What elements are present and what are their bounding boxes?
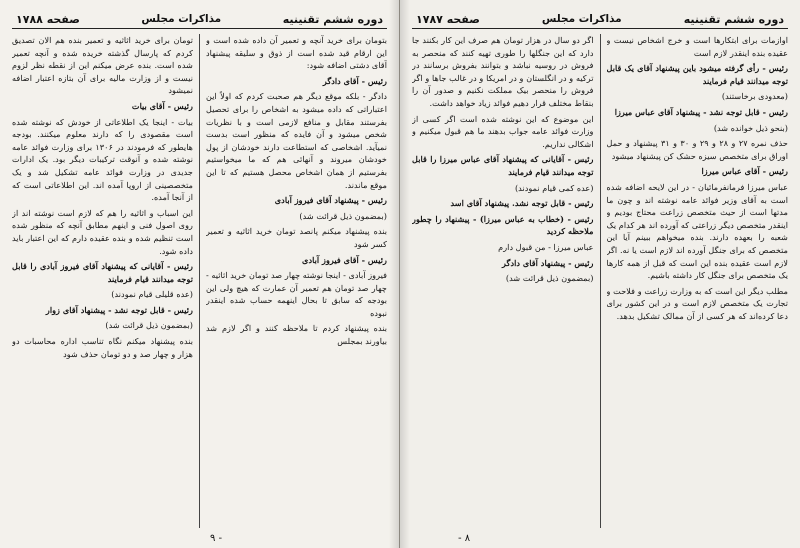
speaker-line: رئیس - آقای فیروز آبادی [302,254,387,265]
right-columns [412,34,788,528]
speaker-line: رئیس - آقایانی که پیشنهاد آقای فیروز آبادی را قابل توجه میدانند قیام فرمایند [12,261,193,284]
right-page-label: صفحه ۱۷۸۷ [416,12,480,26]
speaker-line: رئیس - قابل توجه نشد - پیشنهاد آقای زوار [45,304,193,315]
gutter-shadow [400,0,410,548]
right-center-title: مذاکرات مجلس [541,13,622,25]
column-rule [600,34,601,528]
paragraph: فیروز آبادی - اینجا نوشته چهار صد تومان خرید اثاثیه - چهار صد تومان هم تعمیر آن عمارت که هیچ ولی این بودجه که سابق تا بحال اینهمه حساب شده اینقدر نبوده [206,270,387,318]
left-folio: ۹ - [210,533,223,544]
paragraph: بنده پیشنهاد میکنم پانصد تومان خرید اثاثیه و تعمیر کسر شود [206,226,387,249]
speaker-line: رئیس - (خطاب به عباس میرزا) - پیشنهاد را چطور ملاحظه کردید [412,213,594,237]
paragraph: این موضوع که این نوشته شده است اگر کسی از وزارت فوائد عامه جواب بدهند ما هم قبول میکنیم و اشکالی نداریم. [412,113,594,149]
paragraph: عباس میرزا فرمانفرمائیان - در این لایحه اضافه شده است به آقای وزیر فوائد عامه نوشته اند و چون ما مدتها است از حیث متخصص زراعت محتاج بودیم و اینقدر متخصص دیگر زراعتی که آورده اند هر کدام یک شعبه را بعهده دارند. بنده میخواهم ببینم آیا این متخصص که برای جنگل آورده اند لازم است یا نه. اگر لازم است عقیده بنده این است که قبل از همه کارها یک متخصص برای جنگل کار داشته باشیم. [606,181,788,281]
paragraph: (عده قلیلی قیام نمودند) [111,289,193,300]
right-page-col-left [412,34,594,528]
column-rule [199,34,200,528]
paragraph: این اسباب و اثاثیه را هم که لازم است نوشته اند از روی اصول فنی و اینهم مطابق آنچه که منظور شده است تنظیم شده و بنده عقیده دارم که این اعتبار باید داده شود. [12,207,193,256]
paragraph: (بنحو ذیل خوانده شد) [713,122,788,133]
speaker-line: رئیس - آقایانی که پیشنهاد آقای عباس میرزا را قابل توجه میدانند قیام فرمایند [412,154,594,177]
speaker-line: رئیس - آقای عباس میرزا [701,166,788,177]
paragraph: (معدودی برخاستند) [721,91,788,102]
paragraph: دادگر - بلکه موقع دیگر هم صحبت کردم که اولاً این اعتباراتی که داده میشود به اشخاص را برای تحصیل بفرستند مقابل و منافع لازمی است و با نظریات شخص میشود و آن فایده که منظور است بدست نمیآید. اشخاصی که استطاعت دارند خودشان از پول خودشان میروند و آنهائی هم که ما میخواستیم بفرستیم از همان اشخاص محصل هستیم که تا این موقع ماندند. [206,91,387,190]
paragraph: (بمضمون ذیل قرائت شد) [299,210,387,221]
gutter-shadow [389,0,399,548]
left-center-title: مذاکرات مجلس [141,13,222,25]
paragraph: حذف نمره ۲۷ و ۲۸ و ۲۹ و ۳۰ و ۳۱ پیشنهاد و حمل اوراق برای متخصص سیزه حشک کن پیشنهاد میشود [606,138,788,161]
speaker-line: رئیس - پیشنهاد آقای دادگر [502,257,594,268]
paragraph: بنده پیشنهاد کردم تا ملاحظه کنند و اگر لازم شد بیاورند بمجلس [206,323,387,347]
speaker-line: رئیس - قابل توجه نشد - پیشنهاد آقای عباس میرزا [614,106,788,117]
left-page-col-left [12,34,193,528]
paragraph: عباس میرزا - من قبول دارم [498,241,594,252]
paragraph: تومان برای خرید اثاثیه و تعمیر بنده هم الان تصدیق کردم که پارسال گذشته خریده شده و آنچه تعمیر شده است. بنده عرض میکنم این از نقطه نظر لزوم نیست و از وزارت مالیه برای آن بتازه اعتبار اضافه نمیشود [12,35,193,96]
right-running-head [412,10,788,29]
paragraph: اوازمات برای ابتکارها است و خرج اشخاص نیست و عقیده بنده اینقدر لازم است [606,35,788,58]
paragraph: مطلب دیگر این است که به وزارت زراعت و فلاحت و تجارت یک متخصص لازم است و در این کشور برای دعا کرده‌اند که هر کسی از آن ممالک تشکیل بدهد. [606,285,788,321]
left-page-col-right [206,34,387,528]
left-session-label: دوره ششم تقنینیه [282,12,383,26]
right-folio: - ۸ [458,533,471,544]
speaker-line: رئیس - قابل توجه نشد. پیشنهاد آقای اسد [450,198,594,209]
right-session-label: دوره ششم تقنینیه [683,12,784,26]
paragraph: (بمضمون ذیل قرائت شد) [505,273,594,284]
speaker-line: رئیس - رأی گرفته میشود باین پیشنهاد آقای یک قابل توجه میدانند قیام فرمایند [606,63,788,86]
speaker-line: رئیس - پیشنهاد آقای فیروز آبادی [274,195,387,206]
paragraph: اگر دو سال در هزار تومان هم صرف این کار بکنند جا دارد که این جنگلها را طوری تهیه کنند که منحصر به فروش در روسیه نباشد و بتوانند بفروش برسانند در ترکیه و در انگلستان و در امریکا و در غالب جاها و اگر فروش را منحصر بیک مملکت نکنیم و صدور آن را بنقاط مختلف قرار دهیم فوائد زیاد خواهد داشت. [412,35,594,108]
paragraph: (عده کمی قیام نمودند) [514,182,594,193]
paragraph: بیات - اینجا یک اطلاعاتی از خودش که نوشته شده است مقصودی را که دارند معلوم میکنند. بودجه هایطور که فرمودند در ۱۳۰۶ برای وزارت فوائد عامه نوشته شده و آنوقت ترکیبات دیگر بود. یک ادارات جدیدی در وزارت فوائد عامه تشکیل شد و یک متخصصینی از اروپا آمده اند. این اطلاعاتی است که از آنجا آمده. [12,116,193,203]
right-page [400,0,800,548]
paragraph: بنده پیشنهاد میکنم نگاه تناسب اداره محاسبات دو هزار و چهار صد و دو تومان حذف شود [12,336,193,359]
left-page-label: صفحه ۱۷۸۸ [16,12,80,26]
speaker-line: رئیس - آقای بیات [131,100,193,111]
right-page-col-right [607,34,789,528]
left-running-head [12,10,387,29]
paragraph: بتومان برای خرید آنچه و تعمیر آن داده شده است و این ارقام قید شده است از ذوق و سلیقه پیشنهاد آقای دشتی اضافه شود: [206,35,387,71]
speaker-line: رئیس - آقای دادگر [322,75,387,86]
paragraph: (بمضمون ذیل قرائت شد) [105,320,193,331]
left-columns [12,34,387,528]
